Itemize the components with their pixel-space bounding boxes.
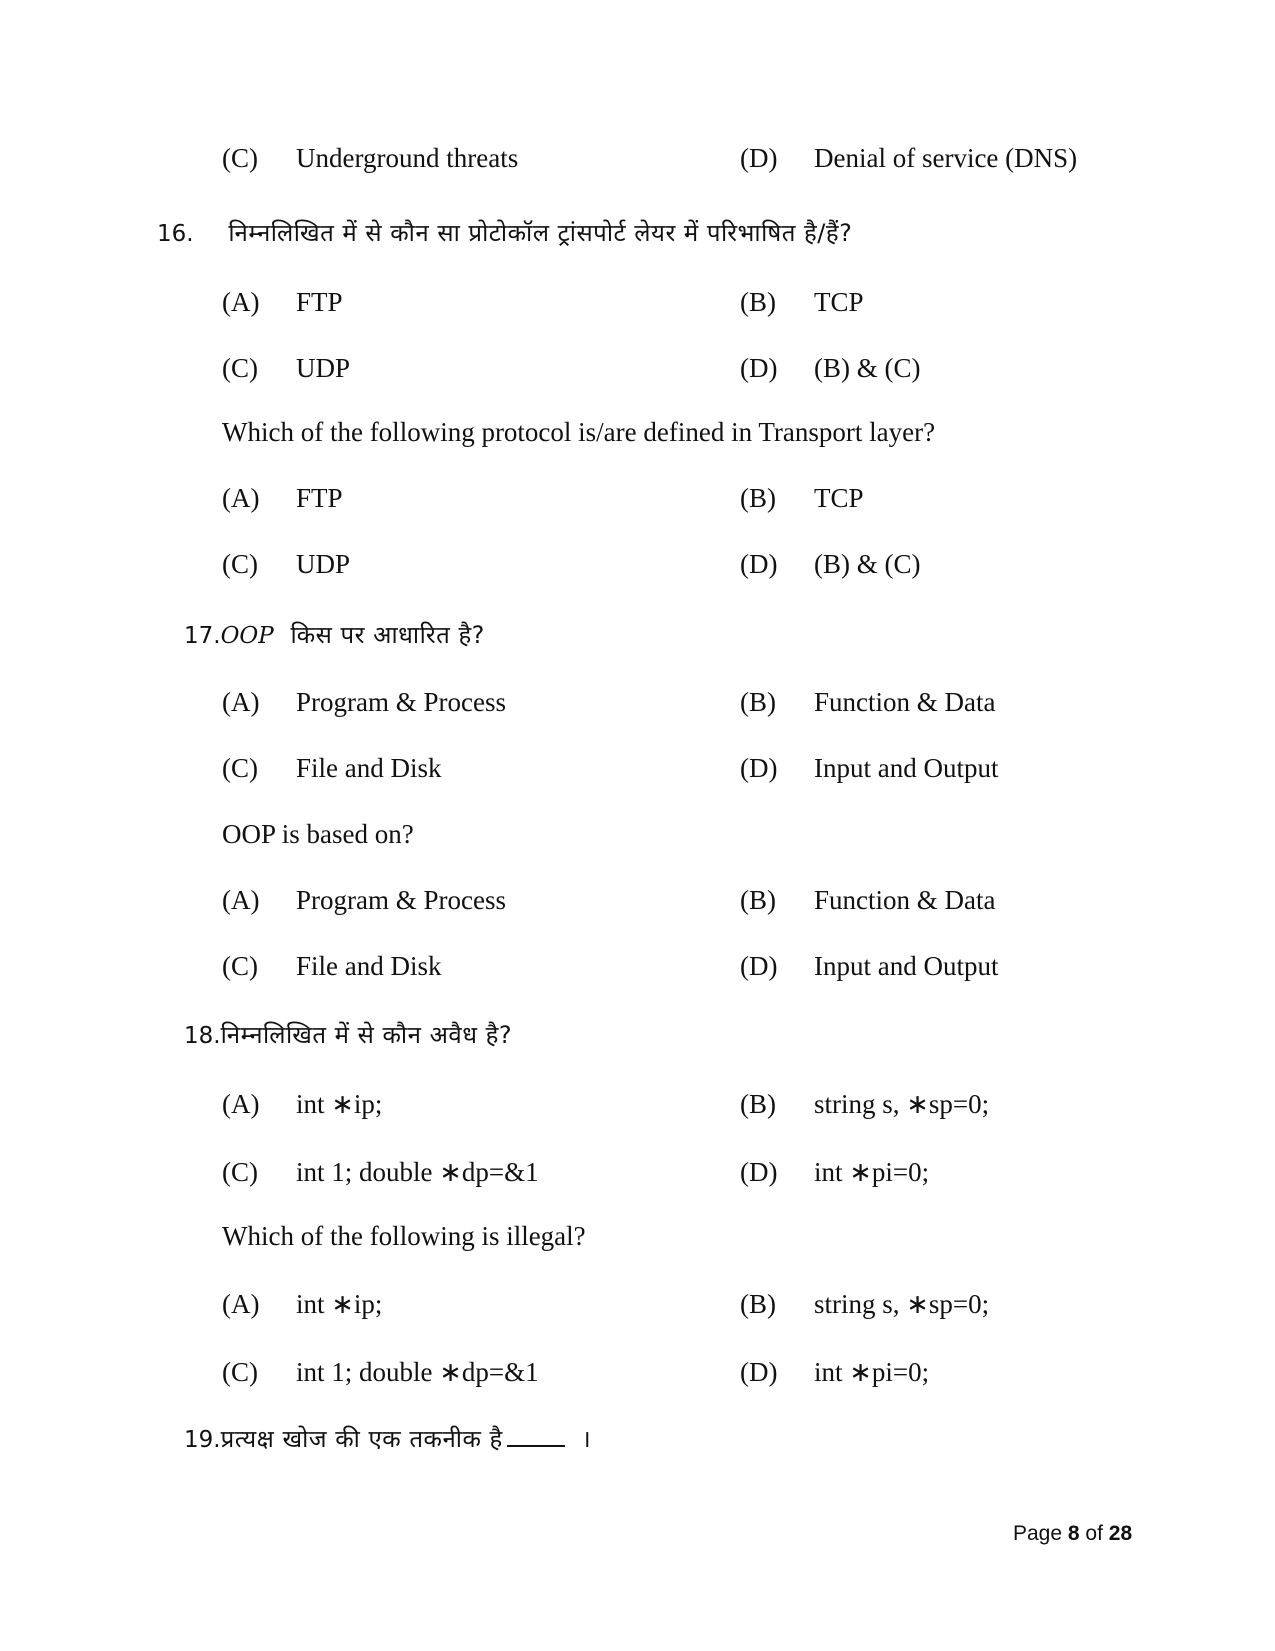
q16-hindi-options-cd [0, 346, 1275, 390]
option-text: Input and Output [814, 951, 999, 981]
footer-current-page: 8 [1067, 1522, 1080, 1545]
option-text: FTP [296, 483, 343, 513]
option-text: Function & Data [814, 687, 996, 717]
option-letter: (C) [222, 951, 258, 981]
option-letter: (A) [222, 687, 260, 717]
q18-english-question: Which of the following is illegal? [222, 1221, 586, 1251]
q16-hindi-question [157, 210, 852, 256]
q15-options-row-cd [0, 136, 1275, 180]
option-letter: (C) [222, 143, 258, 173]
q16-english-question: Which of the following protocol is/are defined in Transport layer? [222, 417, 936, 447]
option-letter: (B) [740, 687, 776, 717]
footer-total-pages: 28 [1108, 1522, 1133, 1545]
question-term: OOP [220, 623, 274, 649]
option-letter: (B) [740, 1089, 776, 1119]
question-text-hindi: किस पर आधारित है? [290, 621, 485, 649]
question-text-hindi: निम्नलिखित में से कौन अवैध है? [220, 1021, 513, 1049]
question-number: 17. [184, 623, 221, 649]
option-text: Program & Process [296, 885, 506, 915]
option-text: Function & Data [814, 885, 996, 915]
option-letter: (C) [222, 1357, 258, 1387]
option-letter: (D) [740, 353, 778, 383]
page-number-footer [1013, 1522, 1132, 1546]
option-letter: (A) [222, 1089, 260, 1119]
q16-hindi-options-ab [0, 280, 1275, 324]
option-letter: (D) [740, 549, 778, 579]
question-text-hindi: प्रत्यक्ष खोज की एक तकनीक है [220, 1425, 503, 1453]
option-letter: (B) [740, 885, 776, 915]
q18-english-options-cd [0, 1350, 1275, 1394]
option-text: UDP [296, 353, 351, 383]
q16-english-options-cd [0, 542, 1275, 586]
q18-hindi-options-cd [0, 1150, 1275, 1194]
question-text-hindi: निम्नलिखित में से कौन सा प्रोटोकॉल ट्रांसपोर्ट लेयर में परिभाषित है/हैं? [228, 219, 853, 247]
option-text: File and Disk [296, 753, 442, 783]
option-letter: (D) [740, 1157, 778, 1187]
footer-middle: of [1079, 1522, 1109, 1545]
option-text: FTP [296, 287, 343, 317]
option-letter: (B) [740, 287, 776, 317]
option-letter: (C) [222, 549, 258, 579]
option-letter: (C) [222, 753, 258, 783]
footer-prefix: Page [1013, 1522, 1068, 1545]
option-text: (B) & (C) [814, 353, 921, 383]
option-text: Denial of service (DNS) [814, 143, 1078, 173]
option-text: int ∗ip; [296, 1289, 383, 1319]
q17-english-question: OOP is based on? [222, 819, 414, 849]
option-letter: (C) [222, 353, 258, 383]
option-letter: (A) [222, 483, 260, 513]
option-text: UDP [296, 549, 351, 579]
q19-hindi-question [184, 1416, 591, 1462]
q17-english-options-ab [0, 878, 1275, 922]
option-text: Program & Process [296, 687, 506, 717]
q17-english-options-cd [0, 944, 1275, 988]
option-text: Input and Output [814, 753, 999, 783]
option-text: string s, ∗sp=0; [814, 1089, 990, 1119]
option-letter: (A) [222, 287, 260, 317]
question-number: 18. [184, 1023, 221, 1049]
q18-english-options-ab [0, 1282, 1275, 1326]
q17-hindi-options-cd [0, 746, 1275, 790]
question-number: 16. [157, 221, 194, 247]
option-letter: (D) [740, 753, 778, 783]
option-letter: (B) [740, 483, 776, 513]
option-letter: (B) [740, 1289, 776, 1319]
option-text: Underground threats [296, 143, 519, 173]
sentence-end-mark: । [581, 1425, 592, 1453]
option-letter: (A) [222, 885, 260, 915]
option-letter: (C) [222, 1157, 258, 1187]
option-letter: (D) [740, 951, 778, 981]
option-text: int ∗pi=0; [814, 1157, 930, 1187]
option-letter: (A) [222, 1289, 260, 1319]
option-text: int ∗ip; [296, 1089, 383, 1119]
q17-hindi-question [184, 612, 485, 658]
option-text: string s, ∗sp=0; [814, 1289, 990, 1319]
q16-english-options-ab [0, 476, 1275, 520]
option-text: int ∗pi=0; [814, 1357, 930, 1387]
option-letter: (D) [740, 1357, 778, 1387]
question-number: 19. [184, 1427, 221, 1453]
option-text: File and Disk [296, 951, 442, 981]
option-text: int 1; double ∗dp=&1 [296, 1357, 539, 1387]
q17-hindi-options-ab [0, 680, 1275, 724]
q18-hindi-options-ab [0, 1082, 1275, 1126]
option-text: (B) & (C) [814, 549, 921, 579]
option-letter: (D) [740, 143, 778, 173]
option-text: TCP [814, 483, 864, 513]
option-text: TCP [814, 287, 864, 317]
q18-hindi-question [184, 1012, 512, 1058]
option-text: int 1; double ∗dp=&1 [296, 1157, 539, 1187]
answer-blank [507, 1419, 565, 1447]
